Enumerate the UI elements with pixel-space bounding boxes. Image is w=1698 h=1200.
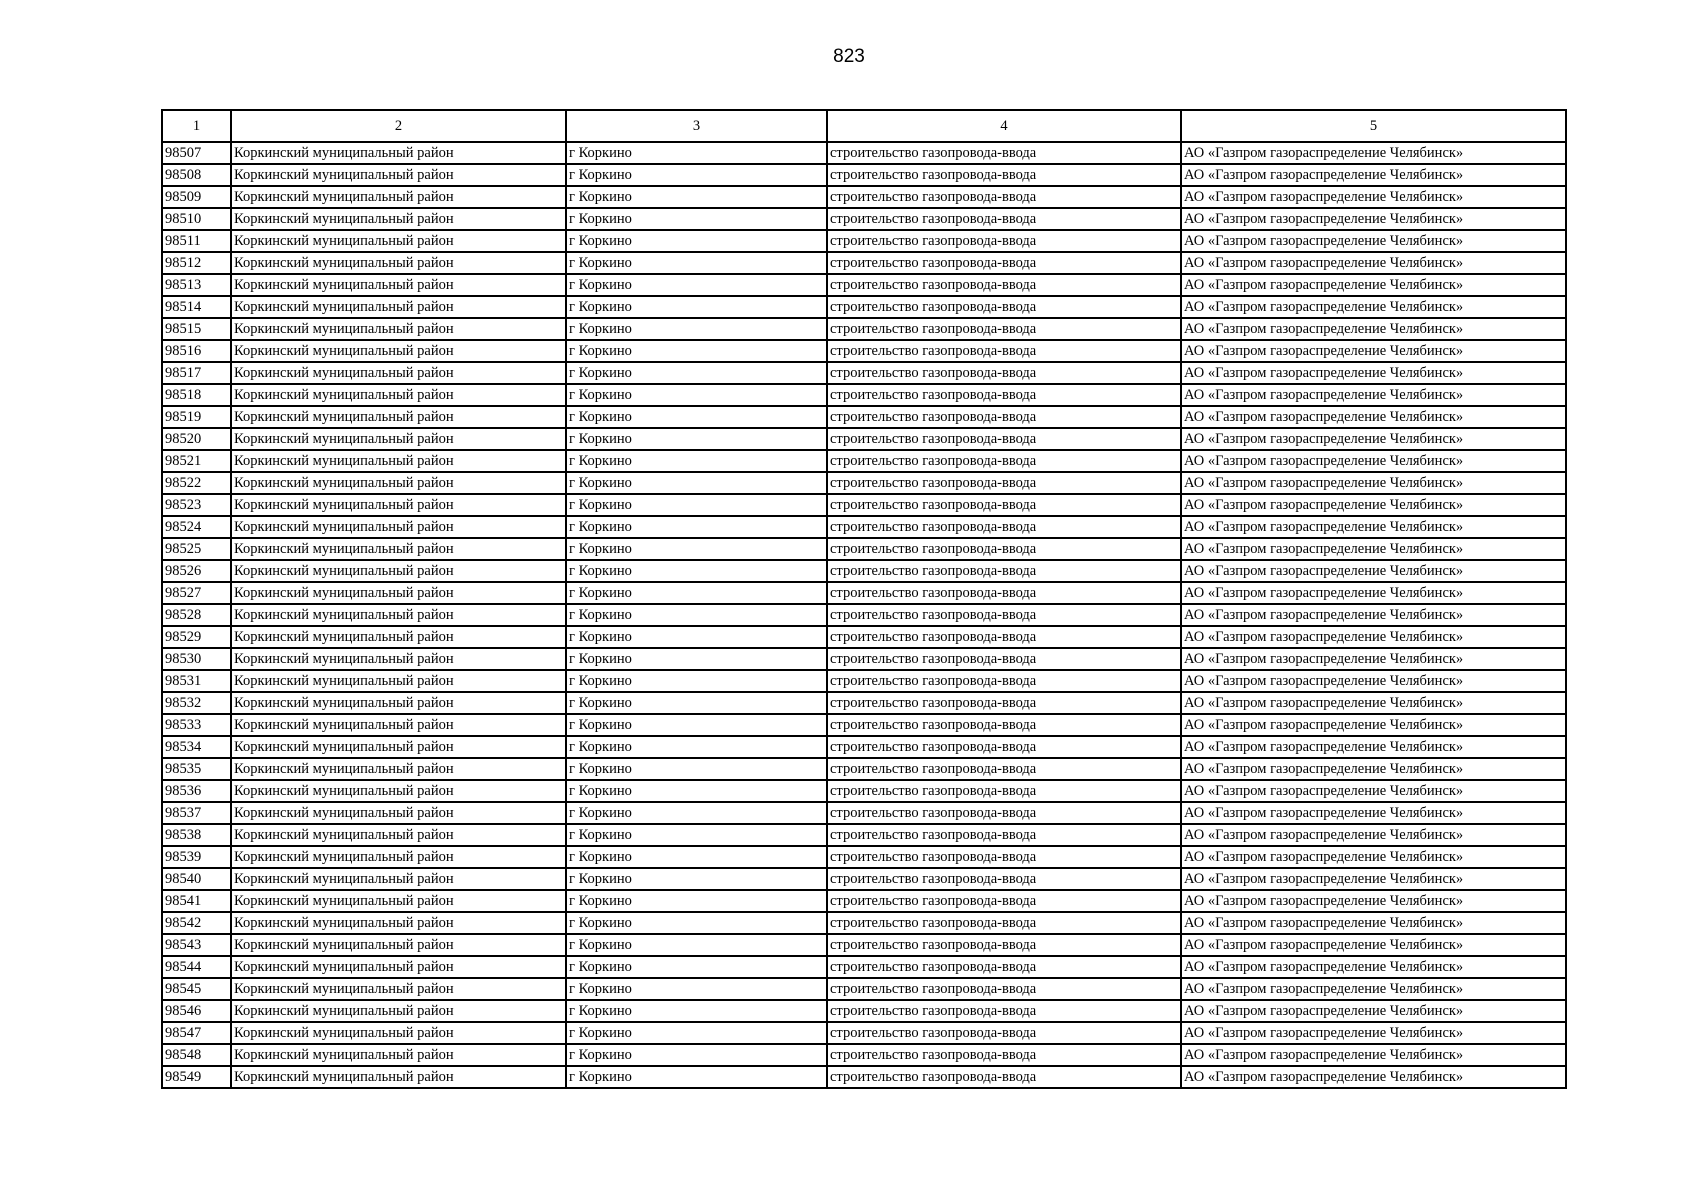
cell-work-type: строительство газопровода-ввода [827, 384, 1181, 406]
cell-number: 98525 [162, 538, 231, 560]
cell-locality: г Коркино [566, 802, 827, 824]
cell-work-type: строительство газопровода-ввода [827, 516, 1181, 538]
cell-district: Коркинский муниципальный район [231, 604, 566, 626]
cell-district: Коркинский муниципальный район [231, 340, 566, 362]
table-row [162, 164, 1566, 186]
table-row [162, 846, 1566, 868]
cell-district: Коркинский муниципальный район [231, 758, 566, 780]
cell-number: 98508 [162, 164, 231, 186]
cell-number: 98536 [162, 780, 231, 802]
cell-organization: АО «Газпром газораспределение Челябинск» [1181, 516, 1566, 538]
cell-number: 98526 [162, 560, 231, 582]
cell-work-type: строительство газопровода-ввода [827, 978, 1181, 1000]
cell-work-type: строительство газопровода-ввода [827, 472, 1181, 494]
cell-district: Коркинский муниципальный район [231, 164, 566, 186]
cell-work-type: строительство газопровода-ввода [827, 648, 1181, 670]
cell-number: 98547 [162, 1022, 231, 1044]
cell-district: Коркинский муниципальный район [231, 626, 566, 648]
cell-number: 98539 [162, 846, 231, 868]
cell-district: Коркинский муниципальный район [231, 780, 566, 802]
cell-number: 98519 [162, 406, 231, 428]
cell-number: 98532 [162, 692, 231, 714]
column-header-3: 3 [566, 110, 827, 142]
cell-locality: г Коркино [566, 538, 827, 560]
table-row [162, 428, 1566, 450]
cell-district: Коркинский муниципальный район [231, 956, 566, 978]
cell-number: 98531 [162, 670, 231, 692]
cell-organization: АО «Газпром газораспределение Челябинск» [1181, 692, 1566, 714]
cell-locality: г Коркино [566, 1066, 827, 1088]
cell-district: Коркинский муниципальный район [231, 934, 566, 956]
cell-organization: АО «Газпром газораспределение Челябинск» [1181, 626, 1566, 648]
cell-district: Коркинский муниципальный район [231, 890, 566, 912]
cell-number: 98507 [162, 142, 231, 164]
cell-number: 98520 [162, 428, 231, 450]
table-row [162, 670, 1566, 692]
cell-work-type: строительство газопровода-ввода [827, 164, 1181, 186]
table-row [162, 230, 1566, 252]
cell-district: Коркинский муниципальный район [231, 428, 566, 450]
cell-locality: г Коркино [566, 142, 827, 164]
cell-work-type: строительство газопровода-ввода [827, 846, 1181, 868]
cell-work-type: строительство газопровода-ввода [827, 736, 1181, 758]
cell-work-type: строительство газопровода-ввода [827, 868, 1181, 890]
cell-work-type: строительство газопровода-ввода [827, 912, 1181, 934]
cell-district: Коркинский муниципальный район [231, 252, 566, 274]
table-row [162, 714, 1566, 736]
cell-work-type: строительство газопровода-ввода [827, 802, 1181, 824]
column-header-5: 5 [1181, 110, 1566, 142]
cell-locality: г Коркино [566, 450, 827, 472]
table-row [162, 604, 1566, 626]
cell-locality: г Коркино [566, 780, 827, 802]
cell-organization: АО «Газпром газораспределение Челябинск» [1181, 736, 1566, 758]
cell-locality: г Коркино [566, 230, 827, 252]
cell-work-type: строительство газопровода-ввода [827, 296, 1181, 318]
cell-district: Коркинский муниципальный район [231, 516, 566, 538]
cell-organization: АО «Газпром газораспределение Челябинск» [1181, 230, 1566, 252]
cell-organization: АО «Газпром газораспределение Челябинск» [1181, 648, 1566, 670]
table-row [162, 736, 1566, 758]
table-row [162, 274, 1566, 296]
table-row [162, 538, 1566, 560]
cell-work-type: строительство газопровода-ввода [827, 340, 1181, 362]
cell-work-type: строительство газопровода-ввода [827, 692, 1181, 714]
cell-work-type: строительство газопровода-ввода [827, 714, 1181, 736]
cell-locality: г Коркино [566, 692, 827, 714]
cell-locality: г Коркино [566, 1044, 827, 1066]
cell-work-type: строительство газопровода-ввода [827, 890, 1181, 912]
table-row [162, 494, 1566, 516]
table-row [162, 186, 1566, 208]
table-row [162, 406, 1566, 428]
cell-number: 98534 [162, 736, 231, 758]
cell-locality: г Коркино [566, 648, 827, 670]
cell-locality: г Коркино [566, 494, 827, 516]
table-row [162, 252, 1566, 274]
cell-number: 98540 [162, 868, 231, 890]
cell-district: Коркинский муниципальный район [231, 274, 566, 296]
cell-organization: АО «Газпром газораспределение Челябинск» [1181, 934, 1566, 956]
cell-district: Коркинский муниципальный район [231, 560, 566, 582]
cell-organization: АО «Газпром газораспределение Челябинск» [1181, 1066, 1566, 1088]
page-number: 823 [833, 46, 865, 67]
cell-organization: АО «Газпром газораспределение Челябинск» [1181, 714, 1566, 736]
cell-number: 98516 [162, 340, 231, 362]
cell-district: Коркинский муниципальный район [231, 186, 566, 208]
cell-organization: АО «Газпром газораспределение Челябинск» [1181, 890, 1566, 912]
cell-work-type: строительство газопровода-ввода [827, 362, 1181, 384]
cell-number: 98529 [162, 626, 231, 648]
cell-work-type: строительство газопровода-ввода [827, 670, 1181, 692]
cell-district: Коркинский муниципальный район [231, 824, 566, 846]
table-row [162, 384, 1566, 406]
cell-organization: АО «Газпром газораспределение Челябинск» [1181, 274, 1566, 296]
cell-work-type: строительство газопровода-ввода [827, 538, 1181, 560]
cell-district: Коркинский муниципальный район [231, 736, 566, 758]
cell-number: 98524 [162, 516, 231, 538]
table-row [162, 472, 1566, 494]
cell-locality: г Коркино [566, 714, 827, 736]
cell-organization: АО «Газпром газораспределение Челябинск» [1181, 560, 1566, 582]
register-table [161, 109, 1567, 1089]
cell-locality: г Коркино [566, 956, 827, 978]
cell-organization: АО «Газпром газораспределение Челябинск» [1181, 802, 1566, 824]
cell-organization: АО «Газпром газораспределение Челябинск» [1181, 208, 1566, 230]
cell-number: 98509 [162, 186, 231, 208]
cell-organization: АО «Газпром газораспределение Челябинск» [1181, 846, 1566, 868]
table-header [162, 110, 1566, 142]
cell-organization: АО «Газпром газораспределение Челябинск» [1181, 296, 1566, 318]
cell-work-type: строительство газопровода-ввода [827, 494, 1181, 516]
table-row [162, 516, 1566, 538]
cell-organization: АО «Газпром газораспределение Челябинск» [1181, 318, 1566, 340]
cell-number: 98537 [162, 802, 231, 824]
cell-organization: АО «Газпром газораспределение Челябинск» [1181, 142, 1566, 164]
cell-district: Коркинский муниципальный район [231, 692, 566, 714]
cell-locality: г Коркино [566, 626, 827, 648]
cell-organization: АО «Газпром газораспределение Челябинск» [1181, 340, 1566, 362]
table-row [162, 340, 1566, 362]
cell-work-type: строительство газопровода-ввода [827, 186, 1181, 208]
table-row [162, 692, 1566, 714]
cell-locality: г Коркино [566, 582, 827, 604]
cell-number: 98541 [162, 890, 231, 912]
cell-organization: АО «Газпром газораспределение Челябинск» [1181, 538, 1566, 560]
column-header-1: 1 [162, 110, 231, 142]
cell-organization: АО «Газпром газораспределение Челябинск» [1181, 1022, 1566, 1044]
cell-district: Коркинский муниципальный район [231, 670, 566, 692]
cell-work-type: строительство газопровода-ввода [827, 934, 1181, 956]
cell-number: 98527 [162, 582, 231, 604]
table-row [162, 934, 1566, 956]
table-row [162, 362, 1566, 384]
cell-locality: г Коркино [566, 604, 827, 626]
cell-district: Коркинский муниципальный район [231, 648, 566, 670]
cell-work-type: строительство газопровода-ввода [827, 780, 1181, 802]
cell-organization: АО «Газпром газораспределение Челябинск» [1181, 186, 1566, 208]
cell-organization: АО «Газпром газораспределение Челябинск» [1181, 494, 1566, 516]
table-row [162, 758, 1566, 780]
cell-organization: АО «Газпром газораспределение Челябинск» [1181, 912, 1566, 934]
table-row [162, 142, 1566, 164]
cell-district: Коркинский муниципальный район [231, 384, 566, 406]
cell-organization: АО «Газпром газораспределение Челябинск» [1181, 1000, 1566, 1022]
cell-work-type: строительство газопровода-ввода [827, 208, 1181, 230]
cell-number: 98513 [162, 274, 231, 296]
cell-work-type: строительство газопровода-ввода [827, 582, 1181, 604]
cell-locality: г Коркино [566, 1022, 827, 1044]
cell-work-type: строительство газопровода-ввода [827, 1000, 1181, 1022]
cell-district: Коркинский муниципальный район [231, 538, 566, 560]
cell-district: Коркинский муниципальный район [231, 912, 566, 934]
cell-locality: г Коркино [566, 978, 827, 1000]
cell-organization: АО «Газпром газораспределение Челябинск» [1181, 1044, 1566, 1066]
cell-locality: г Коркино [566, 758, 827, 780]
cell-district: Коркинский муниципальный район [231, 318, 566, 340]
cell-number: 98518 [162, 384, 231, 406]
cell-work-type: строительство газопровода-ввода [827, 758, 1181, 780]
cell-number: 98543 [162, 934, 231, 956]
cell-district: Коркинский муниципальный район [231, 450, 566, 472]
cell-organization: АО «Газпром газораспределение Челябинск» [1181, 252, 1566, 274]
cell-locality: г Коркино [566, 912, 827, 934]
cell-district: Коркинский муниципальный район [231, 142, 566, 164]
table-row [162, 1022, 1566, 1044]
cell-district: Коркинский муниципальный район [231, 406, 566, 428]
cell-locality: г Коркино [566, 560, 827, 582]
cell-organization: АО «Газпром газораспределение Челябинск» [1181, 406, 1566, 428]
cell-district: Коркинский муниципальный район [231, 1000, 566, 1022]
cell-organization: АО «Газпром газораспределение Челябинск» [1181, 582, 1566, 604]
cell-organization: АО «Газпром газораспределение Челябинск» [1181, 956, 1566, 978]
table-row [162, 868, 1566, 890]
cell-organization: АО «Газпром газораспределение Челябинск» [1181, 362, 1566, 384]
cell-organization: АО «Газпром газораспределение Челябинск» [1181, 384, 1566, 406]
cell-number: 98511 [162, 230, 231, 252]
cell-locality: г Коркино [566, 384, 827, 406]
cell-organization: АО «Газпром газораспределение Челябинск» [1181, 164, 1566, 186]
cell-organization: АО «Газпром газораспределение Челябинск» [1181, 780, 1566, 802]
cell-locality: г Коркино [566, 846, 827, 868]
cell-district: Коркинский муниципальный район [231, 802, 566, 824]
cell-locality: г Коркино [566, 824, 827, 846]
cell-work-type: строительство газопровода-ввода [827, 956, 1181, 978]
cell-number: 98530 [162, 648, 231, 670]
table-row [162, 560, 1566, 582]
cell-district: Коркинский муниципальный район [231, 296, 566, 318]
cell-district: Коркинский муниципальный район [231, 868, 566, 890]
cell-district: Коркинский муниципальный район [231, 230, 566, 252]
cell-work-type: строительство газопровода-ввода [827, 626, 1181, 648]
column-header-4: 4 [827, 110, 1181, 142]
cell-district: Коркинский муниципальный район [231, 1066, 566, 1088]
cell-number: 98542 [162, 912, 231, 934]
cell-locality: г Коркино [566, 934, 827, 956]
cell-locality: г Коркино [566, 274, 827, 296]
table-row [162, 890, 1566, 912]
cell-locality: г Коркино [566, 1000, 827, 1022]
cell-district: Коркинский муниципальный район [231, 582, 566, 604]
cell-locality: г Коркино [566, 164, 827, 186]
cell-locality: г Коркино [566, 472, 827, 494]
cell-organization: АО «Газпром газораспределение Челябинск» [1181, 670, 1566, 692]
cell-number: 98535 [162, 758, 231, 780]
table-row [162, 296, 1566, 318]
cell-district: Коркинский муниципальный район [231, 846, 566, 868]
cell-district: Коркинский муниципальный район [231, 978, 566, 1000]
cell-number: 98545 [162, 978, 231, 1000]
table-row [162, 1066, 1566, 1088]
cell-work-type: строительство газопровода-ввода [827, 428, 1181, 450]
cell-locality: г Коркино [566, 516, 827, 538]
cell-locality: г Коркино [566, 252, 827, 274]
cell-organization: АО «Газпром газораспределение Челябинск» [1181, 428, 1566, 450]
column-header-2: 2 [231, 110, 566, 142]
cell-work-type: строительство газопровода-ввода [827, 252, 1181, 274]
table-row [162, 626, 1566, 648]
cell-locality: г Коркино [566, 186, 827, 208]
cell-number: 98538 [162, 824, 231, 846]
table-row [162, 824, 1566, 846]
table-row [162, 912, 1566, 934]
cell-number: 98544 [162, 956, 231, 978]
cell-locality: г Коркино [566, 406, 827, 428]
cell-district: Коркинский муниципальный район [231, 1022, 566, 1044]
table-row [162, 582, 1566, 604]
cell-locality: г Коркино [566, 340, 827, 362]
cell-work-type: строительство газопровода-ввода [827, 1044, 1181, 1066]
cell-district: Коркинский муниципальный район [231, 1044, 566, 1066]
cell-number: 98515 [162, 318, 231, 340]
cell-district: Коркинский муниципальный район [231, 714, 566, 736]
cell-work-type: строительство газопровода-ввода [827, 230, 1181, 252]
header-row [162, 110, 1566, 142]
cell-number: 98549 [162, 1066, 231, 1088]
cell-number: 98523 [162, 494, 231, 516]
cell-organization: АО «Газпром газораспределение Челябинск» [1181, 758, 1566, 780]
cell-organization: АО «Газпром газораспределение Челябинск» [1181, 978, 1566, 1000]
table-row [162, 1044, 1566, 1066]
cell-number: 98546 [162, 1000, 231, 1022]
cell-locality: г Коркино [566, 890, 827, 912]
cell-locality: г Коркино [566, 362, 827, 384]
cell-organization: АО «Газпром газораспределение Челябинск» [1181, 472, 1566, 494]
cell-work-type: строительство газопровода-ввода [827, 274, 1181, 296]
cell-number: 98510 [162, 208, 231, 230]
table-row [162, 648, 1566, 670]
cell-organization: АО «Газпром газораспределение Челябинск» [1181, 450, 1566, 472]
cell-number: 98517 [162, 362, 231, 384]
cell-number: 98521 [162, 450, 231, 472]
cell-district: Коркинский муниципальный район [231, 362, 566, 384]
table-body [162, 142, 1566, 1088]
cell-number: 98514 [162, 296, 231, 318]
cell-number: 98548 [162, 1044, 231, 1066]
table-row [162, 802, 1566, 824]
cell-work-type: строительство газопровода-ввода [827, 560, 1181, 582]
table-row [162, 1000, 1566, 1022]
cell-locality: г Коркино [566, 670, 827, 692]
cell-organization: АО «Газпром газораспределение Челябинск» [1181, 824, 1566, 846]
table-row [162, 780, 1566, 802]
cell-number: 98533 [162, 714, 231, 736]
cell-district: Коркинский муниципальный район [231, 494, 566, 516]
cell-district: Коркинский муниципальный район [231, 472, 566, 494]
cell-work-type: строительство газопровода-ввода [827, 1022, 1181, 1044]
cell-number: 98528 [162, 604, 231, 626]
cell-locality: г Коркино [566, 428, 827, 450]
cell-work-type: строительство газопровода-ввода [827, 824, 1181, 846]
cell-district: Коркинский муниципальный район [231, 208, 566, 230]
table-row [162, 208, 1566, 230]
cell-work-type: строительство газопровода-ввода [827, 406, 1181, 428]
cell-organization: АО «Газпром газораспределение Челябинск» [1181, 868, 1566, 890]
cell-locality: г Коркино [566, 296, 827, 318]
table-row [162, 956, 1566, 978]
cell-number: 98522 [162, 472, 231, 494]
cell-work-type: строительство газопровода-ввода [827, 318, 1181, 340]
table-row [162, 450, 1566, 472]
cell-work-type: строительство газопровода-ввода [827, 604, 1181, 626]
cell-number: 98512 [162, 252, 231, 274]
cell-locality: г Коркино [566, 208, 827, 230]
cell-locality: г Коркино [566, 318, 827, 340]
cell-organization: АО «Газпром газораспределение Челябинск» [1181, 604, 1566, 626]
cell-work-type: строительство газопровода-ввода [827, 142, 1181, 164]
table-row [162, 978, 1566, 1000]
cell-work-type: строительство газопровода-ввода [827, 450, 1181, 472]
cell-work-type: строительство газопровода-ввода [827, 1066, 1181, 1088]
cell-locality: г Коркино [566, 868, 827, 890]
cell-locality: г Коркино [566, 736, 827, 758]
table-row [162, 318, 1566, 340]
